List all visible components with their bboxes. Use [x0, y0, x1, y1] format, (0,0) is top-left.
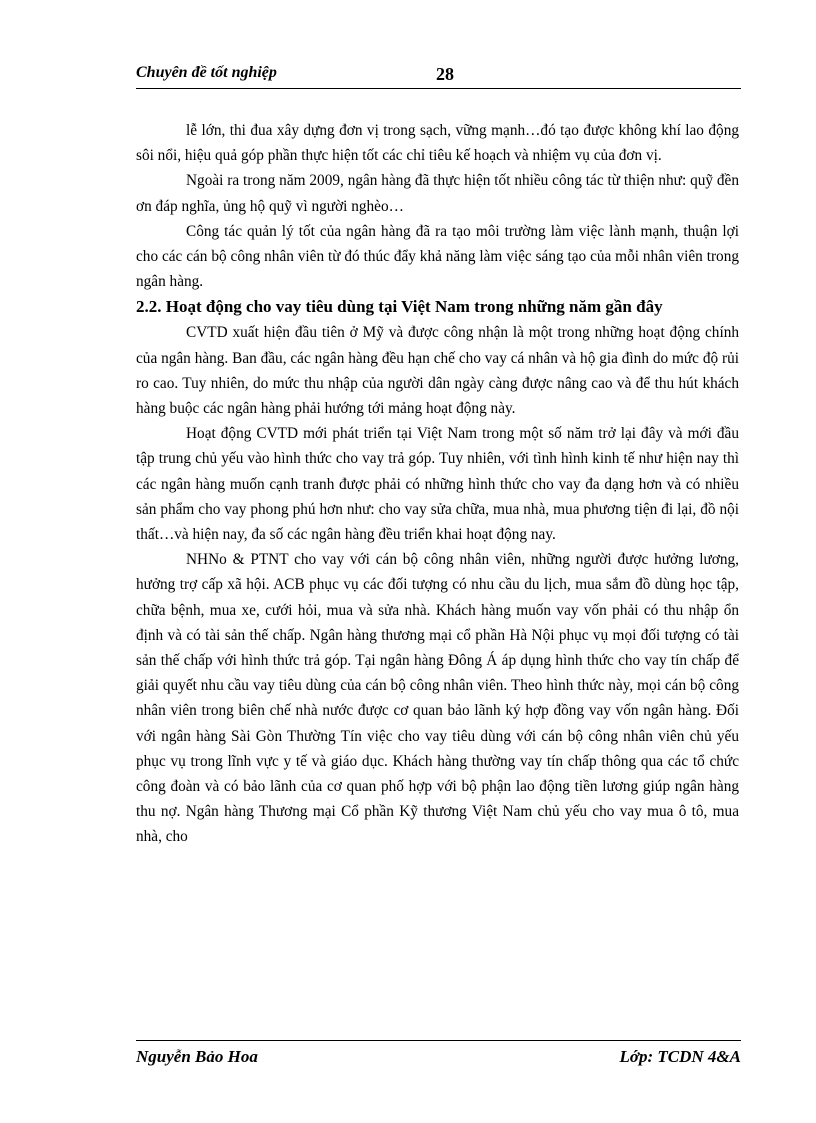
paragraph: CVTD xuất hiện đầu tiên ở Mỹ và được công nhận là một trong những hoạt động chính của ngân hàng. Ban đầu, các ngân hàng đều hạn chế cho vay cá nhân và hộ gia đình do mức độ rủi ro cao. Tuy nhiên, do mức thu nhập của người dân ngày càng được nâng cao và để thu hút khách hàng buộc các ngân hàng phải hướng tới mảng hoạt động này. — [136, 324, 739, 418]
document-body — [136, 118, 739, 850]
footer-class: Lớp: TCDN 4&A — [619, 1047, 741, 1066]
page-number: 28 — [436, 64, 454, 84]
section-heading: 2.2. Hoạt động cho vay tiêu dùng tại Việt Nam trong những năm gần đây — [136, 297, 663, 317]
header-title: Chuyên đề tốt nghiệp — [136, 64, 277, 81]
page-footer — [136, 1040, 741, 1073]
paragraph: Công tác quản lý tốt của ngân hàng đã ra tạo môi trường làm việc lành mạnh, thuận lợi cho các cán bộ công nhân viên từ đó thúc đẩy khả năng làm việc sáng tạo của mỗi nhân viên trong ngân hàng. — [136, 222, 739, 291]
paragraph: NHNo & PTNT cho vay với cán bộ công nhân viên, những người được hưởng lương, hưởng trợ cấp xã hội. ACB phục vụ các đối tượng có nhu cầu du lịch, mua sắm đồ dùng học tập, chữa bệnh, mua xe, cưới hỏi, mua và sửa nhà. Khách hàng muốn vay vốn phải có thu nhập ổn định và có tài sản thế chấp. Ngân hàng thương mại cổ phần Hà Nội phục vụ mọi đối tượng có tài sản thế chấp với hình thức trả góp. Tại ngân hàng Đông Á áp dụng hình thức cho vay tín chấp để giải quyết nhu cầu vay tiêu dùng của cán bộ công nhân viên. Theo hình thức này, mọi cán bộ công nhân viên trong biên chế nhà nước được cơ quan bảo lãnh ký hợp đồng vay vốn ngân hàng. Đối với ngân hàng Sài Gòn Thường Tín việc cho vay tiêu dùng với cán bộ công nhân viên chủ yếu phục vụ trong lĩnh vực y tế và giáo dục. Khách hàng thường vay tín chấp thông qua các tổ chức công đoàn và có bảo lãnh của cơ quan phố hợp với bộ phận lao động tiền lương giúp ngân hàng thu nợ. Ngân hàng Thương mại Cổ phần Kỹ thương Việt Nam chủ yếu cho vay mua ô tô, mua nhà, cho — [136, 551, 739, 846]
paragraph: lễ lớn, thi đua xây dựng đơn vị trong sạch, vững mạnh…đó tạo được không khí lao động sôi nổi, hiệu quả góp phần thực hiện tốt các chỉ tiêu kế hoạch và nhiệm vụ của đơn vị. — [136, 122, 739, 165]
paragraph: Hoạt động CVTD mới phát triển tại Việt Nam trong một số năm trở lại đây và mới đầu tập trung chủ yếu vào hình thức cho vay trả góp. Tuy nhiên, với tình hình kinh tế như hiện nay thì các ngân hàng muốn cạnh tranh được phải có những hình thức cho vay đa dạng hơn và có nhiều sản phẩm cho vay phong phú hơn như: cho vay sửa chữa, mua nhà, mua phương tiện đi lại, đồ nội thất…và hiện nay, đa số các ngân hàng đều triển khai hoạt động nay. — [136, 425, 739, 544]
footer-author: Nguyễn Bảo Hoa — [136, 1047, 258, 1066]
paragraph: Ngoài ra trong năm 2009, ngân hàng đã thực hiện tốt nhiều công tác từ thiện như: quỹ đền ơn đáp nghĩa, ủng hộ quỹ vì người nghèo… — [136, 172, 739, 215]
page-header — [136, 60, 741, 89]
